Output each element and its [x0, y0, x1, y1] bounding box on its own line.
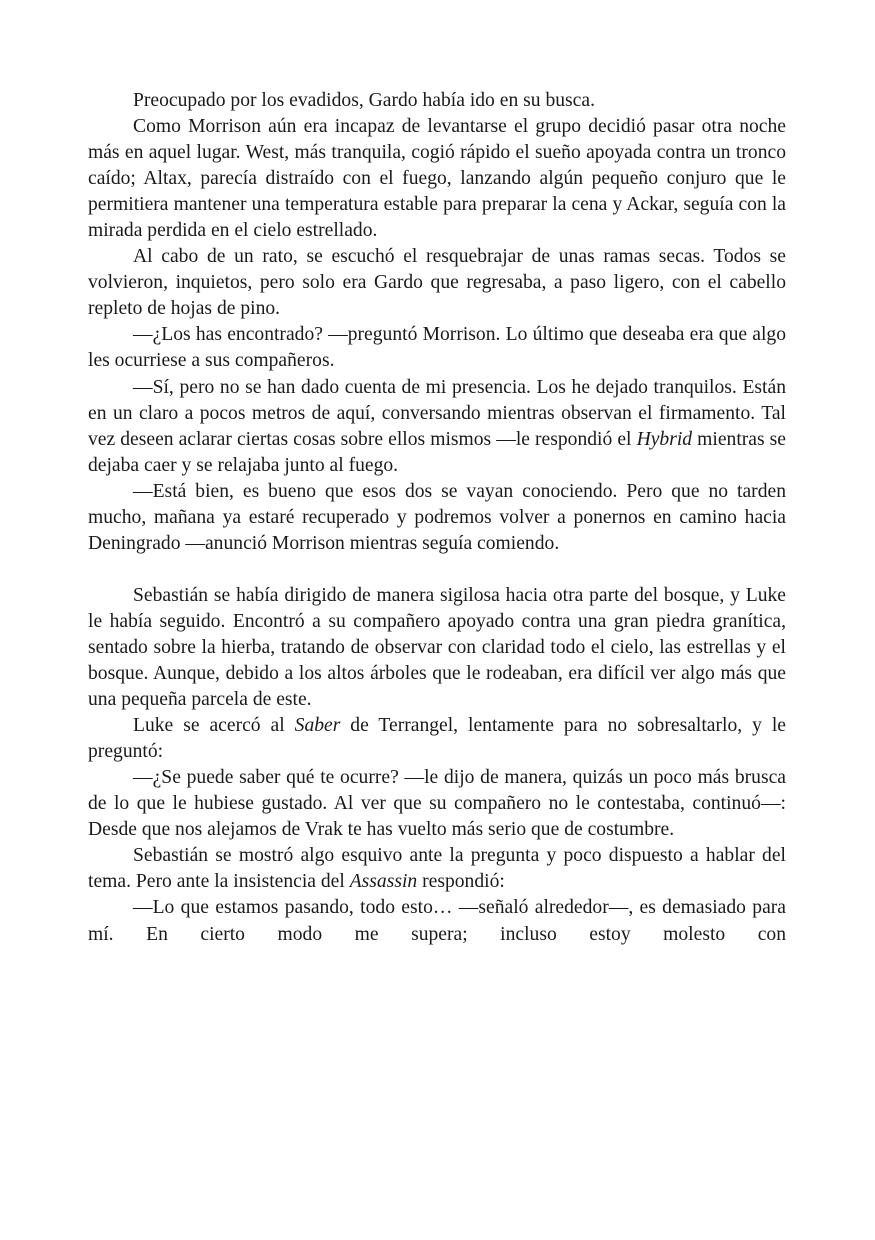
text-run: Al cabo de un rato, se escuchó el resquebrajar de unas ramas secas. Todos se volvieron, inquietos, pero solo era Gardo que regresaba, a paso ligero, con el cabello repleto de hojas de pino.: [88, 246, 786, 320]
paragraph: [88, 583, 786, 713]
text-run: Luke se acercó al: [133, 715, 295, 737]
paragraph: [88, 895, 786, 947]
body-text: [88, 88, 786, 948]
text-run: mientras se dejaba caer y se relajaba junto al fuego.: [88, 428, 786, 476]
paragraph: [88, 244, 786, 322]
paragraph: [88, 479, 786, 557]
text-run: respondió:: [417, 871, 505, 893]
paragraph: [88, 765, 786, 843]
section-break: [88, 557, 786, 583]
paragraph: [88, 713, 786, 765]
paragraph: [88, 88, 786, 114]
paragraph: [88, 322, 786, 374]
text-run: —Lo que estamos pasando, todo esto… —señaló alrededor—, es demasiado para mí. En cierto modo me supera; incluso estoy molesto con: [88, 897, 786, 945]
text-run: —Sí, pero no se han dado cuenta de mi presencia. Los he dejado tranquilos. Están en un claro a pocos metros de aquí, conversando mientras observan el firmamento. Tal vez deseen aclarar ciertas cosas sobre ellos mismos —le respondió el: [88, 376, 786, 450]
italic-term: Hybrid: [636, 428, 693, 450]
text-run: —¿Los has encontrado? —preguntó Morrison. Lo último que deseaba era que algo les ocurriese a sus compañeros.: [88, 324, 786, 372]
paragraph: [88, 375, 786, 479]
text-run: de Terrangel, lentamente para no sobresaltarlo, y le preguntó:: [88, 715, 786, 763]
text-run: —Está bien, es bueno que esos dos se vayan conociendo. Pero que no tarden mucho, mañana ya estaré recuperado y podremos volver a ponernos en camino hacia Deningrado —anunció Morrison mientras seguía comiendo.: [88, 480, 786, 554]
italic-term: Saber: [294, 715, 341, 737]
paragraph: [88, 114, 786, 244]
text-run: Sebastián se mostró algo esquivo ante la pregunta y poco dispuesto a hablar del tema. Pero ante la insistencia del: [88, 845, 786, 893]
text-run: —¿Se puede saber qué te ocurre? —le dijo de manera, quizás un poco más brusca de lo que le hubiese gustado. Al ver que su compañero no le contestaba, continuó—: Desde que nos alejamos de Vrak te has vuelto más serio que de costumbre.: [88, 767, 786, 841]
text-run: Como Morrison aún era incapaz de levantarse el grupo decidió pasar otra noche más en aquel lugar. West, más tranquila, cogió rápido el sueño apoyada contra un tronco caído; Altax, parecía distraído con el fuego, lanzando algún pequeño conjuro que le permitiera mantener una temperatura estable para preparar la cena y Ackar, seguía con la mirada perdida en el cielo estrellado.: [88, 116, 786, 242]
text-run: Preocupado por los evadidos, Gardo había ido en su busca.: [133, 90, 595, 111]
paragraph: [88, 843, 786, 895]
text-run: Sebastián se había dirigido de manera sigilosa hacia otra parte del bosque, y Luke le había seguido. Encontró a su compañero apoyado contra una gran piedra granítica, sentado sobre la hierba, tratando de observar con claridad todo el cielo, las estrellas y el bosque. Aunque, debido a los altos árboles que le rodeaban, era difícil ver algo más que una pequeña parcela de este.: [88, 584, 786, 711]
italic-term: Assassin: [349, 871, 418, 893]
